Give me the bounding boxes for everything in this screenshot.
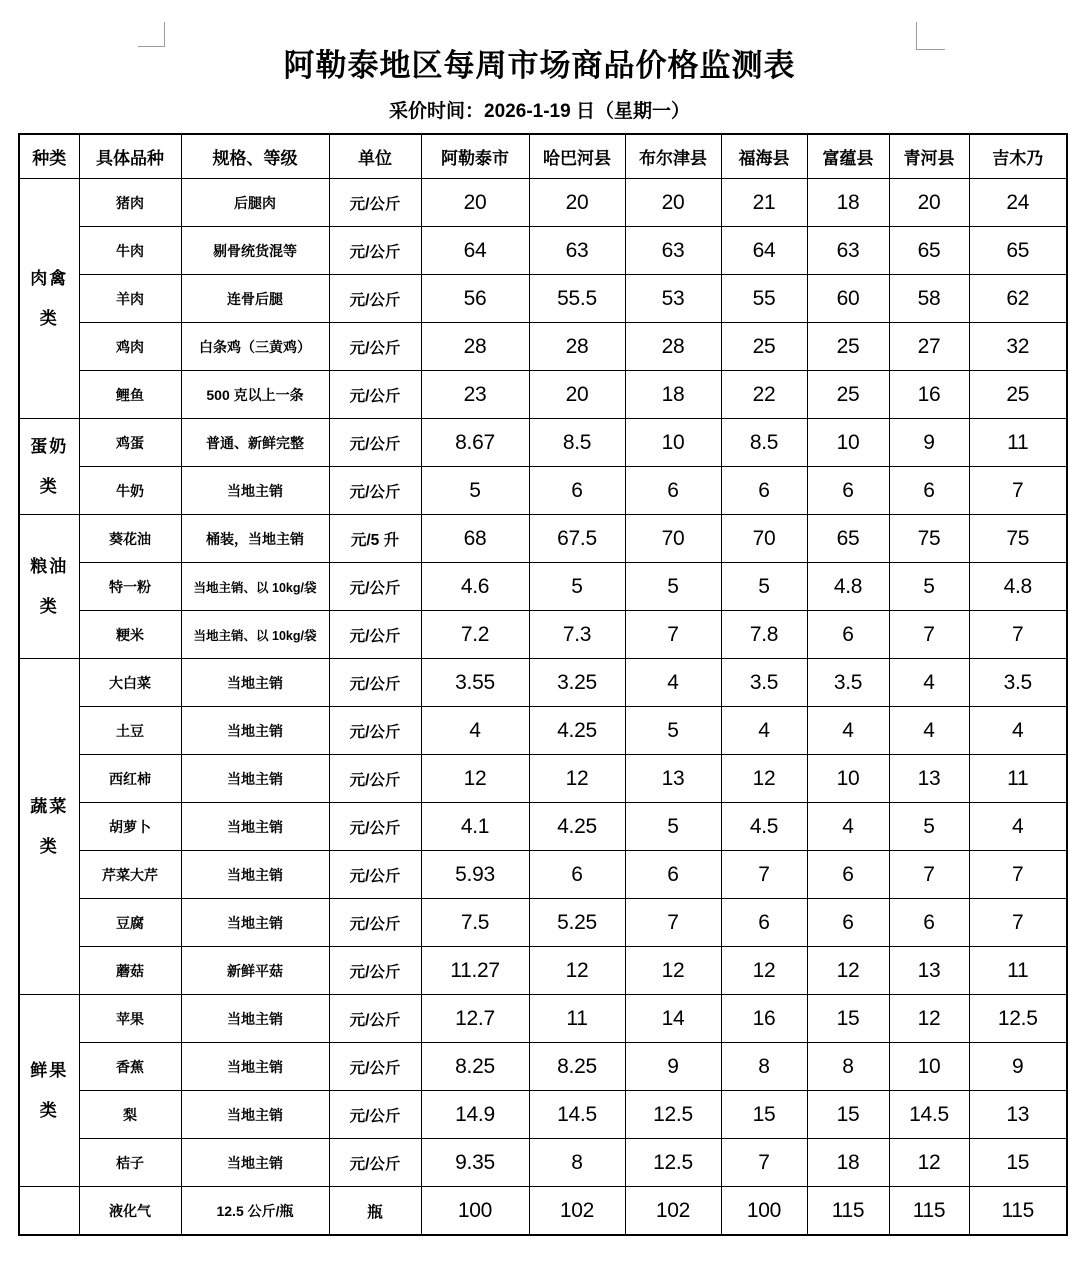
price-cell: 56	[421, 275, 529, 323]
unit-cell: 元/公斤	[329, 275, 421, 323]
price-cell: 25	[807, 323, 889, 371]
column-header: 规格、等级	[181, 134, 329, 179]
price-cell: 4	[889, 659, 969, 707]
price-cell: 20	[529, 179, 625, 227]
price-cell: 55.5	[529, 275, 625, 323]
price-cell: 115	[889, 1187, 969, 1236]
price-cell: 68	[421, 515, 529, 563]
category-cell	[19, 515, 79, 659]
price-cell: 12	[421, 755, 529, 803]
price-cell: 12	[529, 755, 625, 803]
item-name-cell: 鸡肉	[79, 323, 181, 371]
item-name-cell: 胡萝卜	[79, 803, 181, 851]
price-cell: 9	[969, 1043, 1067, 1091]
category-label: 蔬菜类	[30, 796, 69, 856]
price-cell: 11	[969, 419, 1067, 467]
table-row	[19, 563, 1067, 611]
price-cell: 55	[721, 275, 807, 323]
price-cell: 6	[529, 851, 625, 899]
margin-mark-top-right-icon	[916, 22, 945, 50]
price-cell: 5	[625, 803, 721, 851]
price-cell: 70	[721, 515, 807, 563]
price-cell: 4	[969, 803, 1067, 851]
table-row	[19, 275, 1067, 323]
price-cell: 28	[529, 323, 625, 371]
price-cell: 4	[969, 707, 1067, 755]
price-cell: 4	[807, 803, 889, 851]
price-cell: 75	[969, 515, 1067, 563]
column-header: 哈巴河县	[529, 134, 625, 179]
spec-cell: 当地主销	[181, 467, 329, 515]
table-row	[19, 659, 1067, 707]
item-name-cell: 鸡蛋	[79, 419, 181, 467]
price-cell: 4.8	[969, 563, 1067, 611]
price-cell: 65	[969, 227, 1067, 275]
price-cell: 4.25	[529, 803, 625, 851]
category-label: 蛋奶类	[30, 436, 69, 496]
price-cell: 14.5	[889, 1091, 969, 1139]
unit-cell: 元/公斤	[329, 1091, 421, 1139]
spec-cell: 当地主销、以 10kg/袋	[181, 563, 329, 611]
column-header: 青河县	[889, 134, 969, 179]
price-cell: 5	[889, 563, 969, 611]
column-header: 单位	[329, 134, 421, 179]
table-row	[19, 611, 1067, 659]
price-cell: 63	[529, 227, 625, 275]
item-name-cell: 西红柿	[79, 755, 181, 803]
price-cell: 12	[529, 947, 625, 995]
category-cell	[19, 659, 79, 995]
category-cell	[19, 179, 79, 419]
price-cell: 6	[889, 899, 969, 947]
price-cell: 3.5	[807, 659, 889, 707]
unit-cell: 元/公斤	[329, 611, 421, 659]
price-cell: 7	[889, 851, 969, 899]
price-cell: 7	[969, 467, 1067, 515]
price-cell: 9.35	[421, 1139, 529, 1187]
table-row	[19, 467, 1067, 515]
table-row	[19, 1091, 1067, 1139]
item-name-cell: 苹果	[79, 995, 181, 1043]
item-name-cell: 牛奶	[79, 467, 181, 515]
table-row	[19, 899, 1067, 947]
spec-cell: 桶装，当地主销	[181, 515, 329, 563]
spec-cell: 当地主销	[181, 1139, 329, 1187]
price-cell: 3.5	[969, 659, 1067, 707]
price-cell: 6	[529, 467, 625, 515]
price-cell: 60	[807, 275, 889, 323]
price-cell: 7	[969, 851, 1067, 899]
price-cell: 7	[625, 611, 721, 659]
price-cell: 4.1	[421, 803, 529, 851]
category-label: 鲜果类	[30, 1060, 69, 1120]
price-cell: 8	[807, 1043, 889, 1091]
price-cell: 8.5	[721, 419, 807, 467]
unit-cell: 元/5 升	[329, 515, 421, 563]
price-cell: 5.93	[421, 851, 529, 899]
price-cell: 8.25	[529, 1043, 625, 1091]
price-cell: 14.9	[421, 1091, 529, 1139]
spec-cell: 后腿肉	[181, 179, 329, 227]
price-cell: 7.3	[529, 611, 625, 659]
price-cell: 65	[889, 227, 969, 275]
spec-cell: 当地主销	[181, 851, 329, 899]
price-cell: 4	[625, 659, 721, 707]
unit-cell: 元/公斤	[329, 179, 421, 227]
table-row	[19, 371, 1067, 419]
table-row	[19, 707, 1067, 755]
item-name-cell: 猪肉	[79, 179, 181, 227]
price-cell: 18	[807, 179, 889, 227]
price-cell: 53	[625, 275, 721, 323]
item-name-cell: 液化气	[79, 1187, 181, 1236]
price-cell: 28	[421, 323, 529, 371]
price-cell: 67.5	[529, 515, 625, 563]
unit-cell: 元/公斤	[329, 755, 421, 803]
table-row	[19, 1187, 1067, 1236]
item-name-cell: 葵花油	[79, 515, 181, 563]
price-cell: 15	[807, 995, 889, 1043]
unit-cell: 元/公斤	[329, 947, 421, 995]
unit-cell: 元/公斤	[329, 1139, 421, 1187]
price-cell: 12	[807, 947, 889, 995]
price-cell: 15	[969, 1139, 1067, 1187]
price-cell: 20	[889, 179, 969, 227]
spec-cell: 普通、新鲜完整	[181, 419, 329, 467]
column-header: 阿勒泰市	[421, 134, 529, 179]
price-cell: 4	[807, 707, 889, 755]
price-cell: 12	[625, 947, 721, 995]
price-cell: 11	[969, 755, 1067, 803]
table-row	[19, 419, 1067, 467]
item-name-cell: 牛肉	[79, 227, 181, 275]
price-cell: 70	[625, 515, 721, 563]
price-cell: 6	[625, 467, 721, 515]
unit-cell: 元/公斤	[329, 707, 421, 755]
price-cell: 7.8	[721, 611, 807, 659]
price-cell: 6	[807, 467, 889, 515]
price-cell: 7	[625, 899, 721, 947]
price-cell: 63	[625, 227, 721, 275]
price-cell: 8	[529, 1139, 625, 1187]
price-cell: 11	[529, 995, 625, 1043]
price-cell: 3.55	[421, 659, 529, 707]
price-cell: 18	[807, 1139, 889, 1187]
price-cell: 4	[721, 707, 807, 755]
spec-cell: 当地主销	[181, 755, 329, 803]
price-cell: 20	[529, 371, 625, 419]
price-cell: 22	[721, 371, 807, 419]
price-cell: 5	[625, 707, 721, 755]
column-header: 布尔津县	[625, 134, 721, 179]
price-cell: 4.5	[721, 803, 807, 851]
price-cell: 58	[889, 275, 969, 323]
price-cell: 64	[721, 227, 807, 275]
spec-cell: 当地主销、以 10kg/袋	[181, 611, 329, 659]
table-row	[19, 227, 1067, 275]
price-cell: 5	[889, 803, 969, 851]
unit-cell: 元/公斤	[329, 227, 421, 275]
price-cell: 20	[625, 179, 721, 227]
price-cell: 4.8	[807, 563, 889, 611]
price-cell: 8.67	[421, 419, 529, 467]
price-cell: 28	[625, 323, 721, 371]
price-cell: 102	[625, 1187, 721, 1236]
price-cell: 12.7	[421, 995, 529, 1043]
unit-cell: 元/公斤	[329, 659, 421, 707]
item-name-cell: 豆腐	[79, 899, 181, 947]
category-cell	[19, 1187, 79, 1236]
category-label: 肉禽类	[30, 268, 69, 328]
price-cell: 5	[529, 563, 625, 611]
spec-cell: 当地主销	[181, 1043, 329, 1091]
price-cell: 5.25	[529, 899, 625, 947]
column-header: 具体品种	[79, 134, 181, 179]
price-cell: 13	[625, 755, 721, 803]
table-row	[19, 995, 1067, 1043]
price-cell: 8.5	[529, 419, 625, 467]
spec-cell: 当地主销	[181, 659, 329, 707]
spec-cell: 当地主销	[181, 995, 329, 1043]
price-cell: 102	[529, 1187, 625, 1236]
price-cell: 5	[625, 563, 721, 611]
price-cell: 4	[889, 707, 969, 755]
price-table	[18, 133, 1068, 1236]
table-row	[19, 515, 1067, 563]
unit-cell: 元/公斤	[329, 803, 421, 851]
price-cell: 6	[721, 467, 807, 515]
price-cell: 12.5	[625, 1091, 721, 1139]
price-cell: 10	[807, 755, 889, 803]
price-cell: 12	[889, 995, 969, 1043]
item-name-cell: 蘑菇	[79, 947, 181, 995]
price-cell: 100	[421, 1187, 529, 1236]
spec-cell: 当地主销	[181, 1091, 329, 1139]
price-cell: 63	[807, 227, 889, 275]
table-row	[19, 1043, 1067, 1091]
price-cell: 5	[721, 563, 807, 611]
price-cell: 6	[721, 899, 807, 947]
price-cell: 25	[969, 371, 1067, 419]
price-cell: 11.27	[421, 947, 529, 995]
price-cell: 24	[969, 179, 1067, 227]
price-cell: 12	[889, 1139, 969, 1187]
spec-cell: 500 克以上一条	[181, 371, 329, 419]
price-cell: 10	[807, 419, 889, 467]
column-header: 福海县	[721, 134, 807, 179]
price-cell: 6	[625, 851, 721, 899]
price-cell: 7	[889, 611, 969, 659]
unit-cell: 元/公斤	[329, 371, 421, 419]
price-cell: 115	[807, 1187, 889, 1236]
price-cell: 5	[421, 467, 529, 515]
unit-cell: 元/公斤	[329, 851, 421, 899]
price-cell: 10	[625, 419, 721, 467]
unit-cell: 元/公斤	[329, 995, 421, 1043]
price-cell: 6	[807, 899, 889, 947]
price-cell: 23	[421, 371, 529, 419]
price-cell: 21	[721, 179, 807, 227]
item-name-cell: 特一粉	[79, 563, 181, 611]
item-name-cell: 香蕉	[79, 1043, 181, 1091]
item-name-cell: 芹菜大芹	[79, 851, 181, 899]
table-row	[19, 755, 1067, 803]
category-cell	[19, 995, 79, 1187]
price-cell: 8	[721, 1043, 807, 1091]
table-row	[19, 851, 1067, 899]
price-cell: 8.25	[421, 1043, 529, 1091]
price-cell: 16	[889, 371, 969, 419]
table-row	[19, 947, 1067, 995]
price-cell: 62	[969, 275, 1067, 323]
unit-cell: 元/公斤	[329, 419, 421, 467]
item-name-cell: 大白菜	[79, 659, 181, 707]
price-cell: 6	[807, 611, 889, 659]
unit-cell: 元/公斤	[329, 467, 421, 515]
item-name-cell: 土豆	[79, 707, 181, 755]
spec-cell: 当地主销	[181, 803, 329, 851]
price-cell: 18	[625, 371, 721, 419]
unit-cell: 元/公斤	[329, 563, 421, 611]
page-title: 阿勒泰地区每周市场商品价格监测表	[283, 48, 796, 83]
price-cell: 20	[421, 179, 529, 227]
item-name-cell: 桔子	[79, 1139, 181, 1187]
item-name-cell: 羊肉	[79, 275, 181, 323]
price-cell: 9	[889, 419, 969, 467]
column-header: 种类	[19, 134, 79, 179]
table-row	[19, 323, 1067, 371]
price-cell: 7	[969, 899, 1067, 947]
spec-cell: 当地主销	[181, 899, 329, 947]
price-cell: 115	[969, 1187, 1067, 1236]
price-cell: 75	[889, 515, 969, 563]
unit-cell: 元/公斤	[329, 1043, 421, 1091]
item-name-cell: 粳米	[79, 611, 181, 659]
price-cell: 13	[889, 947, 969, 995]
price-cell: 12.5	[969, 995, 1067, 1043]
margin-mark-top-left-icon	[138, 22, 165, 47]
price-cell: 6	[889, 467, 969, 515]
price-cell: 4	[421, 707, 529, 755]
price-cell: 7	[721, 851, 807, 899]
table-header-row	[19, 134, 1067, 179]
price-cell: 7.2	[421, 611, 529, 659]
table-row	[19, 803, 1067, 851]
price-cell: 11	[969, 947, 1067, 995]
price-cell: 14	[625, 995, 721, 1043]
price-cell: 65	[807, 515, 889, 563]
price-cell: 14.5	[529, 1091, 625, 1139]
price-cell: 15	[807, 1091, 889, 1139]
price-cell: 13	[889, 755, 969, 803]
price-cell: 16	[721, 995, 807, 1043]
category-label: 粮油类	[30, 556, 69, 616]
price-cell: 12.5	[625, 1139, 721, 1187]
price-cell: 4.6	[421, 563, 529, 611]
spec-cell: 新鲜平菇	[181, 947, 329, 995]
unit-cell: 元/公斤	[329, 899, 421, 947]
price-cell: 27	[889, 323, 969, 371]
price-cell: 10	[889, 1043, 969, 1091]
spec-cell: 连骨后腿	[181, 275, 329, 323]
category-cell	[19, 419, 79, 515]
price-cell: 100	[721, 1187, 807, 1236]
unit-cell: 瓶	[329, 1187, 421, 1236]
price-cell: 3.25	[529, 659, 625, 707]
unit-cell: 元/公斤	[329, 323, 421, 371]
table-row	[19, 1139, 1067, 1187]
item-name-cell: 梨	[79, 1091, 181, 1139]
price-cell: 64	[421, 227, 529, 275]
spec-cell: 剔骨统货混等	[181, 227, 329, 275]
price-cell: 25	[807, 371, 889, 419]
price-cell: 12	[721, 755, 807, 803]
column-header: 吉木乃	[969, 134, 1067, 179]
price-cell: 15	[721, 1091, 807, 1139]
price-cell: 12	[721, 947, 807, 995]
price-cell: 7.5	[421, 899, 529, 947]
price-cell: 9	[625, 1043, 721, 1091]
price-cell: 13	[969, 1091, 1067, 1139]
price-cell: 7	[969, 611, 1067, 659]
column-header: 富蕴县	[807, 134, 889, 179]
price-cell: 7	[721, 1139, 807, 1187]
table-row	[19, 179, 1067, 227]
spec-cell: 白条鸡（三黄鸡）	[181, 323, 329, 371]
survey-date-subtitle: 采价时间：2026-1-19 日（星期一）	[389, 100, 690, 122]
price-cell: 6	[807, 851, 889, 899]
item-name-cell: 鲤鱼	[79, 371, 181, 419]
spec-cell: 12.5 公斤/瓶	[181, 1187, 329, 1236]
spec-cell: 当地主销	[181, 707, 329, 755]
price-cell: 4.25	[529, 707, 625, 755]
price-cell: 32	[969, 323, 1067, 371]
price-cell: 3.5	[721, 659, 807, 707]
price-cell: 25	[721, 323, 807, 371]
